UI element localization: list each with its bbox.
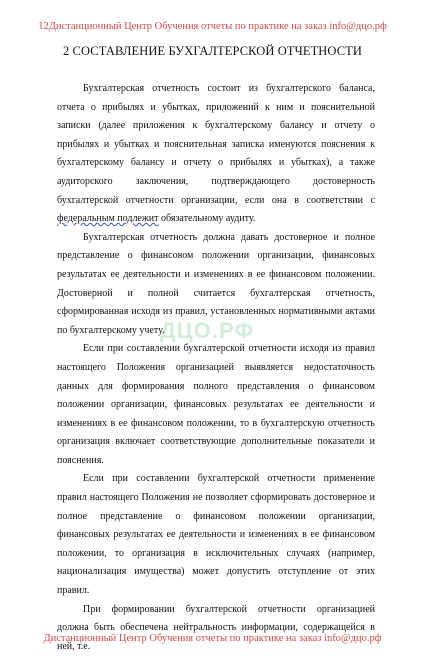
paragraph-1-text: Бухгалтерская отчетность состоит из бухгалтерского баланса, отчета о прибылях и убытках, приложений к ним и пояснительной записки (далее приложения к бухгалтерскому балансу и отчету о прибылях и убытках и пояснительная записка именуются пояснения к бухгалтерскому балансу и отчету о прибылях и убытках), а также аудиторского заключения, подтверждающего достоверность бухгалтерской отчетности организации, если она в соответствии с <box>57 83 375 206</box>
spellcheck-underlined-text: федеральным подлежит <box>57 213 159 225</box>
page-footer-watermark: Дистанционный Центр Обучения отчеты по практике на заказ info@дцо.рф <box>43 633 382 644</box>
page-header-watermark: 12Дистанционный Центр Обучения отчеты по практике на заказ info@дцо.рф <box>38 21 387 32</box>
document-body <box>57 80 375 656</box>
paragraph-1 <box>57 80 375 229</box>
paragraph-1-end: обязательному аудиту. <box>158 213 256 225</box>
paragraph-5: При формировании бухгалтерской отчетности организацией должна быть обеспечена нейтральность информации, содержащейся в ней, т.е. <box>57 603 375 652</box>
watermark-logo: ДЦО.РФ <box>160 318 255 343</box>
paragraph-4: Если при составлении бухгалтерской отчетности применение правил настоящего Положения не позволяет сформировать достоверное и полное представление о финансовом положении организации, финансовых результатах ее деятельности и изменениях в ее финансовом положении, то организация в исключительных случаях (например, национализация имущества) может допустить отступление от этих правил. <box>57 473 375 597</box>
section-title: 2 СОСТАВЛЕНИЕ БУХГАЛТЕРСКОЙ ОТЧЕТНОСТИ <box>62 44 363 58</box>
paragraph-2: Бухгалтерская отчетность должна давать достоверное и полное представление о финансовом положении организации, финансовых результатах ее деятельности и изменениях в ее финансовом положении. Достоверной и полной считается бухгалтерская отчетность, сформированная исходя из правил, установленных нормативными актами по бухгалтерскому учету. <box>57 231 375 336</box>
paragraph-3: Если при составлении бухгалтерской отчетности исходя из правил настоящего Положения организацией выявляется недостаточность данных для формирования полного представления о финансовом положении организации, финансовых результатах ее деятельности и изменениях в ее финансовом положении, то в бухгалтерскую отчетность организация включает соответствующие дополнительные показатели и пояснения. <box>57 343 375 466</box>
